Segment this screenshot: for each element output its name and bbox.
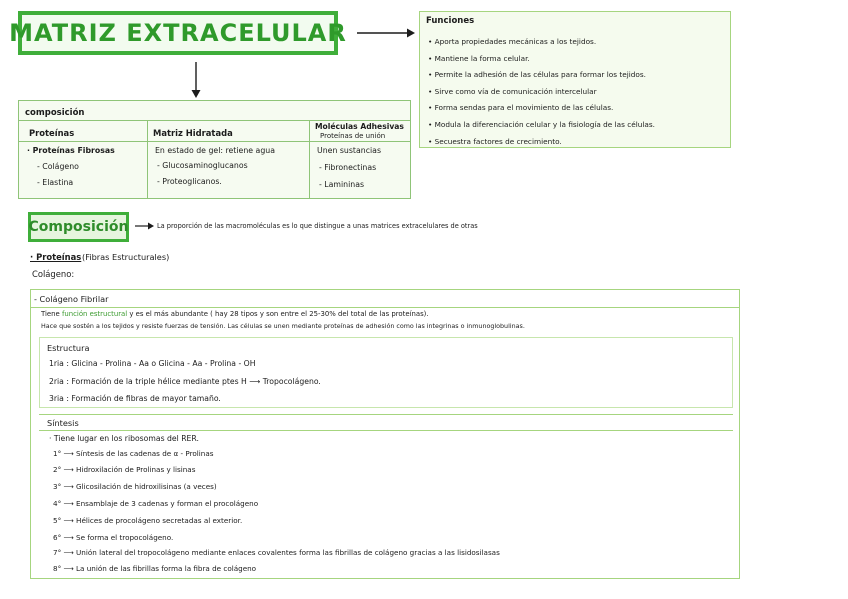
composicion-table bbox=[18, 100, 411, 199]
step-text: Síntesis de las cadenas de α - Prolinas bbox=[76, 449, 214, 458]
step-number: 2° bbox=[53, 465, 62, 474]
list-item: • Mantiene la forma celular. bbox=[428, 51, 655, 68]
divider bbox=[31, 307, 739, 308]
step-text: Se forma el tropocolágeno. bbox=[76, 533, 174, 542]
funciones-heading: Funciones bbox=[426, 16, 475, 26]
table-cell: - Fibronectinas bbox=[319, 163, 377, 172]
estructura-item bbox=[49, 394, 221, 403]
composicion-table-heading: composición bbox=[25, 108, 85, 118]
list-item: • Forma sendas para el movimiento de las células. bbox=[428, 100, 655, 117]
item-text: : Formación de la triple hélice mediante ptes H ⟶ Tropocolágeno. bbox=[66, 377, 321, 386]
column-header-moleculas-adhesivas: Moléculas Adhesivas bbox=[315, 122, 404, 131]
sintesis-step: 5° ⟶ Hélices de procolágeno secretadas al exterior. bbox=[53, 516, 243, 525]
divider bbox=[19, 120, 410, 121]
line-prefix: Tiene bbox=[41, 310, 60, 318]
list-item: • Permite la adhesión de las células para formar los tejidos. bbox=[428, 67, 655, 84]
estructura-item bbox=[49, 377, 321, 386]
sintesis-step: 2° ⟶ Hidroxilación de Prolinas y lisinas bbox=[53, 465, 196, 474]
sintesis-intro: · Tiene lugar en los ribosomas del RER. bbox=[49, 434, 199, 443]
divider bbox=[309, 121, 310, 198]
item-number: 1ria bbox=[49, 359, 64, 368]
title-box bbox=[9, 11, 347, 55]
table-cell: · Proteínas Fibrosas bbox=[27, 146, 115, 155]
item-number: 3ria bbox=[49, 394, 64, 403]
column-header-matriz-hidratada: Matriz Hidratada bbox=[153, 128, 233, 138]
table-cell: - Elastina bbox=[37, 178, 74, 187]
column-header-proteinas: Proteínas bbox=[29, 128, 75, 138]
highlight-text: función estructural bbox=[61, 310, 128, 318]
list-item: • Secuestra factores de crecimiento. bbox=[428, 134, 655, 151]
composicion-label-box bbox=[28, 212, 129, 242]
step-text: Hélices de procolágeno secretadas al exterior. bbox=[76, 516, 243, 525]
colageno-fibrilar-heading: - Colágeno Fibrilar bbox=[34, 294, 109, 304]
list-item: • Modula la diferenciación celular y la fisiología de las células. bbox=[428, 117, 655, 134]
sintesis-step: 7° ⟶ Unión lateral del tropocolágeno mediante enlaces covalentes forma las fibrillas de colágeno gracias a las lisidosilasas bbox=[53, 548, 500, 557]
divider bbox=[147, 121, 148, 198]
sintesis-step: 8° ⟶ La unión de las fibrillas forma la fibra de colágeno bbox=[53, 564, 257, 573]
sintesis-step: 3° ⟶ Glicosilación de hidroxilisinas (a veces) bbox=[53, 482, 217, 491]
estructura-item bbox=[49, 359, 256, 368]
step-number: 3° bbox=[53, 482, 62, 491]
sintesis-step: 4° ⟶ Ensamblaje de 3 cadenas y forman el procolágeno bbox=[53, 499, 259, 508]
step-number: 1° bbox=[53, 449, 62, 458]
estructura-heading: Estructura bbox=[47, 343, 90, 353]
colageno-fibrilar-box bbox=[30, 289, 740, 579]
colageno-heading: Colágeno: bbox=[32, 269, 75, 279]
proteinas-heading: · Proteínas bbox=[30, 252, 82, 262]
item-number: 2ria bbox=[49, 377, 64, 386]
fibrilar-line-1 bbox=[41, 310, 429, 318]
step-text: Hidroxilación de Prolinas y lisinas bbox=[76, 465, 196, 474]
table-cell: - Lamininas bbox=[319, 180, 365, 189]
item-text: : Glicina - Prolina - Aa o Glicina - Aa - Prolina - OH bbox=[66, 359, 256, 368]
table-cell: - Glucosaminoglucanos bbox=[157, 161, 248, 170]
step-number: 7° bbox=[53, 548, 62, 557]
sintesis-step: 6° ⟶ Se forma el tropocolágeno. bbox=[53, 533, 174, 542]
step-text: Ensamblaje de 3 cadenas y forman el procolágeno bbox=[76, 499, 259, 508]
arrow-right-icon bbox=[355, 26, 417, 40]
divider bbox=[39, 414, 733, 415]
proteinas-subtitle: (Fibras Estructurales) bbox=[82, 252, 170, 262]
line-rest: y es el más abundante ( hay 28 tipos y son entre el 25-30% del total de las proteínas). bbox=[129, 310, 429, 318]
step-text: Glicosilación de hidroxilisinas (a veces) bbox=[76, 482, 217, 491]
page-title: MATRIZ EXTRACELULAR bbox=[9, 19, 347, 47]
table-cell: En estado de gel: retiene agua bbox=[155, 146, 275, 155]
list-item: • Aporta propiedades mecánicas a los tejidos. bbox=[428, 34, 655, 51]
divider bbox=[19, 141, 410, 142]
sintesis-step: 1° ⟶ Síntesis de las cadenas de α - Prolinas bbox=[53, 449, 214, 458]
funciones-list bbox=[428, 34, 655, 150]
item-text: : Formación de fibras de mayor tamaño. bbox=[66, 394, 221, 403]
funciones-box bbox=[419, 11, 731, 148]
divider bbox=[39, 430, 733, 431]
arrow-down-icon bbox=[189, 60, 203, 100]
composicion-note: La proporción de las macromoléculas es lo que distingue a unas matrices extracelulares de otras bbox=[157, 222, 478, 230]
table-cell: Unen sustancias bbox=[317, 146, 382, 155]
step-number: 4° bbox=[53, 499, 62, 508]
column-subheader: Proteínas de unión bbox=[320, 132, 386, 140]
sintesis-heading: Síntesis bbox=[47, 418, 79, 428]
composicion-label: Composición bbox=[28, 219, 129, 235]
list-item: • Sirve como vía de comunicación intercelular bbox=[428, 84, 655, 101]
step-text: Unión lateral del tropocolágeno mediante enlaces covalentes forma las fibrillas de colágeno gracias a las lisidosilasas bbox=[76, 548, 500, 557]
arrow-right-icon bbox=[134, 221, 156, 231]
step-number: 8° bbox=[53, 564, 62, 573]
fibrilar-line-2: Hace que sostén a los tejidos y resiste fuerzas de tensión. Las células se unen mediante proteínas de adhesión como las integrinas o inmunoglobulinas. bbox=[41, 323, 525, 330]
step-number: 6° bbox=[53, 533, 62, 542]
table-cell: - Proteoglicanos. bbox=[157, 177, 222, 186]
step-text: La unión de las fibrillas forma la fibra de colágeno bbox=[76, 564, 257, 573]
step-number: 5° bbox=[53, 516, 62, 525]
table-cell: - Colágeno bbox=[37, 162, 79, 171]
